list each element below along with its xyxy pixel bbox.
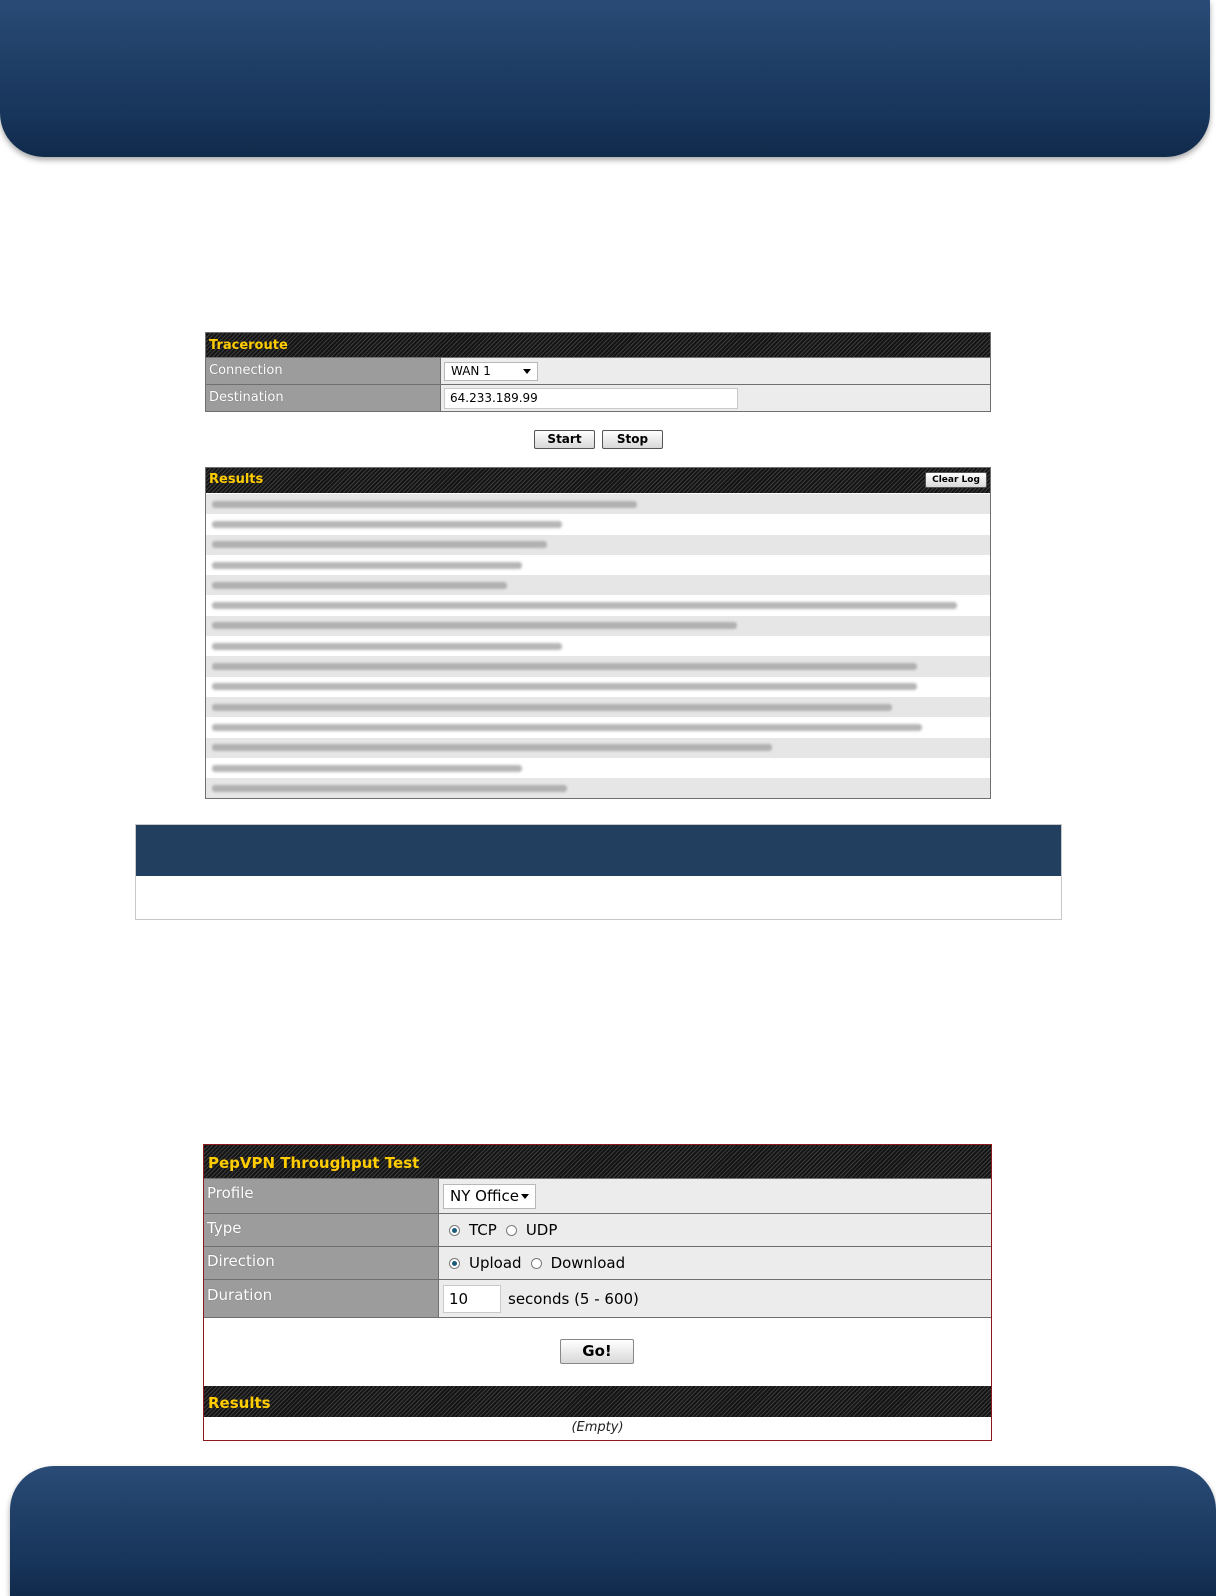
destination-row (206, 384, 990, 411)
log-line (206, 636, 990, 656)
bottom-banner (10, 1466, 1216, 1596)
log-line (206, 758, 990, 778)
destination-input[interactable]: 64.233.189.99 (444, 388, 738, 409)
duration-row (204, 1279, 991, 1317)
traceroute-log (206, 493, 990, 798)
log-line (206, 697, 990, 717)
results-empty-text: (Empty) (571, 1420, 624, 1435)
profile-label: Profile (204, 1179, 439, 1213)
direction-label: Direction (204, 1247, 439, 1279)
chevron-down-icon (523, 369, 531, 374)
pepvpn-results-title: Results (208, 1394, 271, 1412)
log-line (206, 656, 990, 676)
connection-row (206, 357, 990, 384)
go-row (204, 1317, 991, 1386)
type-tcp-label: TCP (469, 1221, 497, 1239)
direction-download-radio[interactable] (531, 1258, 542, 1269)
stop-button[interactable]: Stop (602, 430, 663, 449)
duration-input[interactable]: 10 (443, 1285, 501, 1313)
profile-row (204, 1178, 991, 1213)
go-button[interactable]: Go! (560, 1339, 634, 1364)
pepvpn-header (204, 1145, 991, 1178)
duration-label: Duration (204, 1280, 439, 1317)
connection-select[interactable] (444, 362, 538, 381)
destination-label: Destination (206, 385, 441, 411)
pepvpn-panel (203, 1144, 992, 1441)
pepvpn-results-body (204, 1417, 991, 1439)
log-line (206, 595, 990, 615)
log-line (206, 514, 990, 534)
type-row (204, 1213, 991, 1246)
top-banner (0, 0, 1210, 157)
profile-select-value: NY Office (450, 1187, 519, 1205)
traceroute-results-panel (205, 467, 991, 799)
traceroute-header (206, 333, 990, 357)
results-title: Results (209, 472, 264, 487)
pepvpn-title: PepVPN Throughput Test (208, 1154, 420, 1172)
type-label: Type (204, 1214, 439, 1246)
section-box (135, 824, 1062, 920)
log-line (206, 778, 990, 798)
chevron-down-icon (521, 1194, 529, 1199)
results-header (206, 468, 990, 493)
pepvpn-results-header (204, 1386, 991, 1417)
log-line (206, 677, 990, 697)
log-line (206, 575, 990, 595)
log-line (206, 494, 990, 514)
type-udp-radio[interactable] (506, 1225, 517, 1236)
connection-select-value: WAN 1 (451, 364, 491, 378)
traceroute-panel (205, 332, 991, 412)
clear-log-button[interactable]: Clear Log (925, 472, 987, 488)
type-udp-label: UDP (525, 1221, 558, 1239)
log-line (206, 717, 990, 737)
direction-upload-radio[interactable] (449, 1258, 460, 1269)
type-tcp-radio[interactable] (449, 1225, 460, 1236)
direction-row (204, 1246, 991, 1279)
duration-unit: seconds (5 - 600) (508, 1289, 639, 1308)
log-line (206, 535, 990, 555)
log-line (206, 738, 990, 758)
section-header-bar (136, 825, 1061, 876)
log-line (206, 616, 990, 636)
log-line (206, 555, 990, 575)
start-button[interactable]: Start (534, 430, 595, 449)
direction-download-label: Download (550, 1254, 626, 1272)
traceroute-title: Traceroute (209, 338, 288, 353)
connection-label: Connection (206, 358, 441, 384)
profile-select[interactable] (443, 1184, 536, 1209)
direction-upload-label: Upload (469, 1254, 522, 1272)
